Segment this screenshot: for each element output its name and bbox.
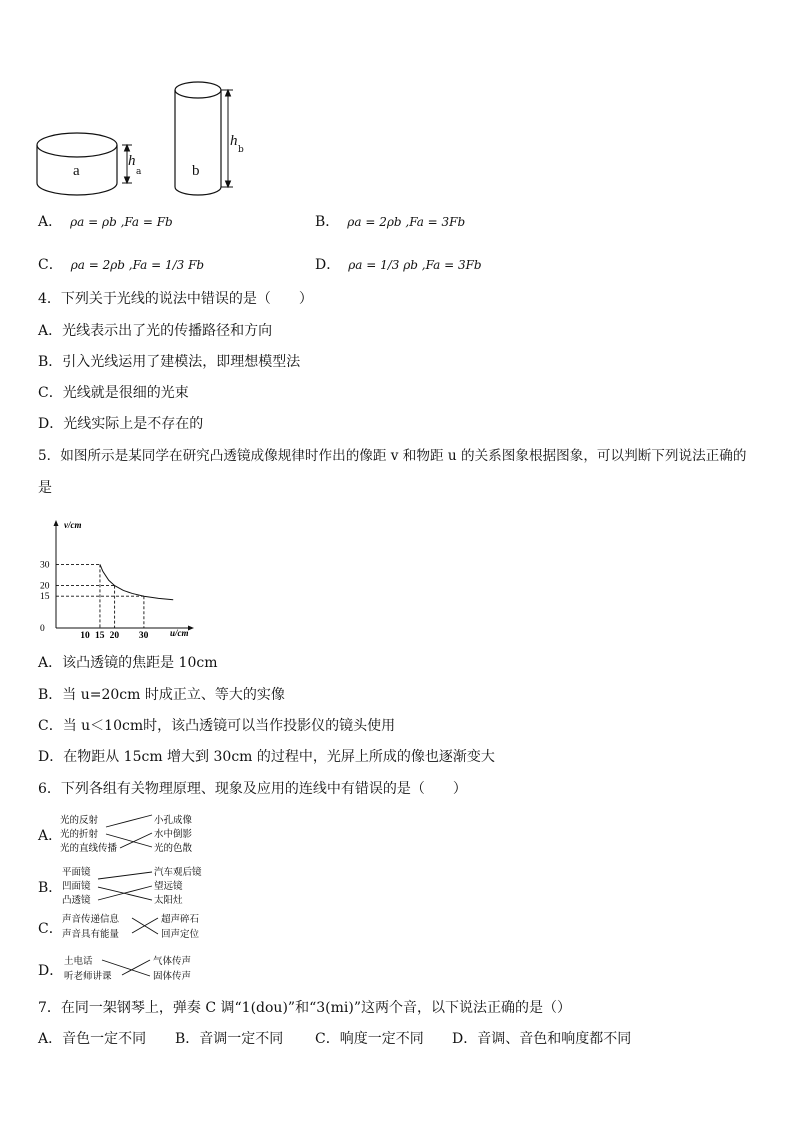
q6-option-c-letter[interactable]: C． (38, 921, 63, 937)
left-item: 凸透镜 (62, 896, 91, 906)
left-item: 光的折射 (60, 830, 99, 840)
cylinders-figure (30, 75, 260, 200)
option-formula: ρa = 2ρb ,Fa = 3Fb (347, 215, 466, 229)
y-tick-label: 0 (40, 624, 45, 634)
option-letter: D． (315, 257, 341, 273)
option-letter: A． (38, 214, 63, 230)
q6-option-a-letter[interactable]: A． (38, 828, 63, 844)
y-tick-label: 30 (40, 560, 50, 571)
right-item: 固体传声 (153, 972, 192, 982)
match-line (98, 872, 152, 879)
height-a-label: h (128, 153, 136, 169)
q3-option-d[interactable] (315, 256, 482, 274)
q4-option-c[interactable]: C．光线就是很细的光束 (38, 385, 189, 401)
x-tick-label: 15 (94, 631, 105, 641)
q6-option-d-letter[interactable]: D． (38, 963, 64, 979)
y-tick-label: 15 (40, 592, 50, 603)
left-item: 平面镜 (62, 868, 91, 878)
q4-option-b[interactable]: B．引入光线运用了建模法，即理想模型法 (38, 354, 301, 370)
q6-group-a (58, 812, 218, 858)
q6-group-d (58, 952, 218, 986)
option-formula: ρa = 1/3 ρb ,Fa = 3Fb (348, 258, 482, 272)
left-item: 凹面镜 (62, 882, 91, 892)
right-item: 光的色散 (154, 844, 193, 854)
q3-option-c[interactable] (38, 256, 204, 274)
q6-group-c (58, 910, 218, 944)
q4-option-a[interactable]: A．光线表示出了光的传播路径和方向 (38, 323, 273, 339)
q7-stem: 7．在同一架钢琴上，弹奏 C 调“1(dou)”和“3(mi)”这两个音，以下说法正确的是（） (38, 1000, 571, 1016)
right-item: 超声碎石 (161, 915, 200, 925)
x-axis-arrow (188, 626, 194, 631)
y-tick-label: 20 (40, 581, 50, 592)
left-item: 光的直线传播 (60, 844, 118, 854)
height-a-subscript: a (136, 167, 142, 177)
q6-option-b-letter[interactable]: B． (38, 880, 63, 896)
match-line (106, 815, 152, 827)
v-u-chart (30, 518, 200, 643)
right-item: 汽车观后镜 (154, 868, 202, 878)
cylinder-a-label: a (73, 163, 80, 179)
option-letter: B． (315, 214, 340, 230)
v-u-curve (100, 564, 173, 599)
right-item: 水中倒影 (154, 830, 193, 840)
left-item: 声音传递信息 (62, 915, 120, 925)
q5-option-d[interactable]: D．在物距从 15cm 增大到 30cm 的过程中，光屏上所成的像也逐渐变大 (38, 749, 495, 765)
q7-option-d[interactable]: D．音调、音色和响度都不同 (452, 1031, 632, 1047)
q7-option-b[interactable]: B．音调一定不同 (175, 1031, 284, 1047)
option-letter: C． (38, 257, 63, 273)
option-formula: ρa = 2ρb ,Fa = 1/3 Fb (70, 258, 205, 272)
y-axis-arrow (54, 520, 59, 526)
q7-option-c[interactable]: C．响度一定不同 (315, 1031, 424, 1047)
right-item: 回声定位 (161, 930, 200, 940)
q4-stem: 4．下列关于光线的说法中错误的是（ ） (38, 291, 313, 307)
q7-option-a[interactable]: A．音色一定不同 (38, 1031, 147, 1047)
q6-stem: 6．下列各组有关物理原理、现象及应用的连线中有错误的是（ ） (38, 781, 467, 797)
q5-option-a[interactable]: A．该凸透镜的焦距是 10cm (38, 655, 218, 671)
right-item: 望远镜 (154, 882, 183, 892)
y-axis-label: v/cm (64, 520, 82, 530)
q4-option-d[interactable]: D．光线实际上是不存在的 (38, 416, 204, 432)
right-item: 太阳灶 (154, 896, 183, 906)
x-axis-label: u/cm (170, 628, 189, 638)
x-tick-label: 30 (138, 631, 149, 641)
q5-option-b[interactable]: B．当 u=20cm 时成正立、等大的实像 (38, 687, 285, 703)
q3-option-b[interactable] (315, 213, 465, 231)
option-formula: ρa = ρb ,Fa = Fb (70, 215, 173, 229)
x-tick-label: 20 (109, 631, 120, 641)
x-tick-label: 10 (80, 631, 90, 641)
left-item: 土电话 (64, 957, 93, 967)
q3-option-a[interactable] (38, 213, 173, 231)
right-item: 气体传声 (153, 957, 192, 967)
right-item: 小孔成像 (154, 816, 193, 826)
q5-stem-line1: 5．如图所示是某同学在研究凸透镜成像规律时作出的像距 v 和物距 u 的关系图象根据图象，可以判断下列说法正确的 (38, 448, 747, 464)
q5-option-c[interactable]: C．当 u＜10cm时，该凸透镜可以当作投影仪的镜头使用 (38, 718, 396, 734)
q6-group-b (58, 864, 218, 910)
height-b-label: h (230, 133, 238, 149)
cylinder-b-label: b (192, 163, 200, 179)
height-b-subscript: b (238, 145, 244, 155)
left-item: 听老师讲课 (64, 972, 112, 982)
left-item: 光的反射 (60, 816, 99, 826)
q5-stem-line2: 是 (38, 480, 52, 496)
left-item: 声音具有能量 (62, 930, 120, 940)
match-line (122, 960, 150, 975)
